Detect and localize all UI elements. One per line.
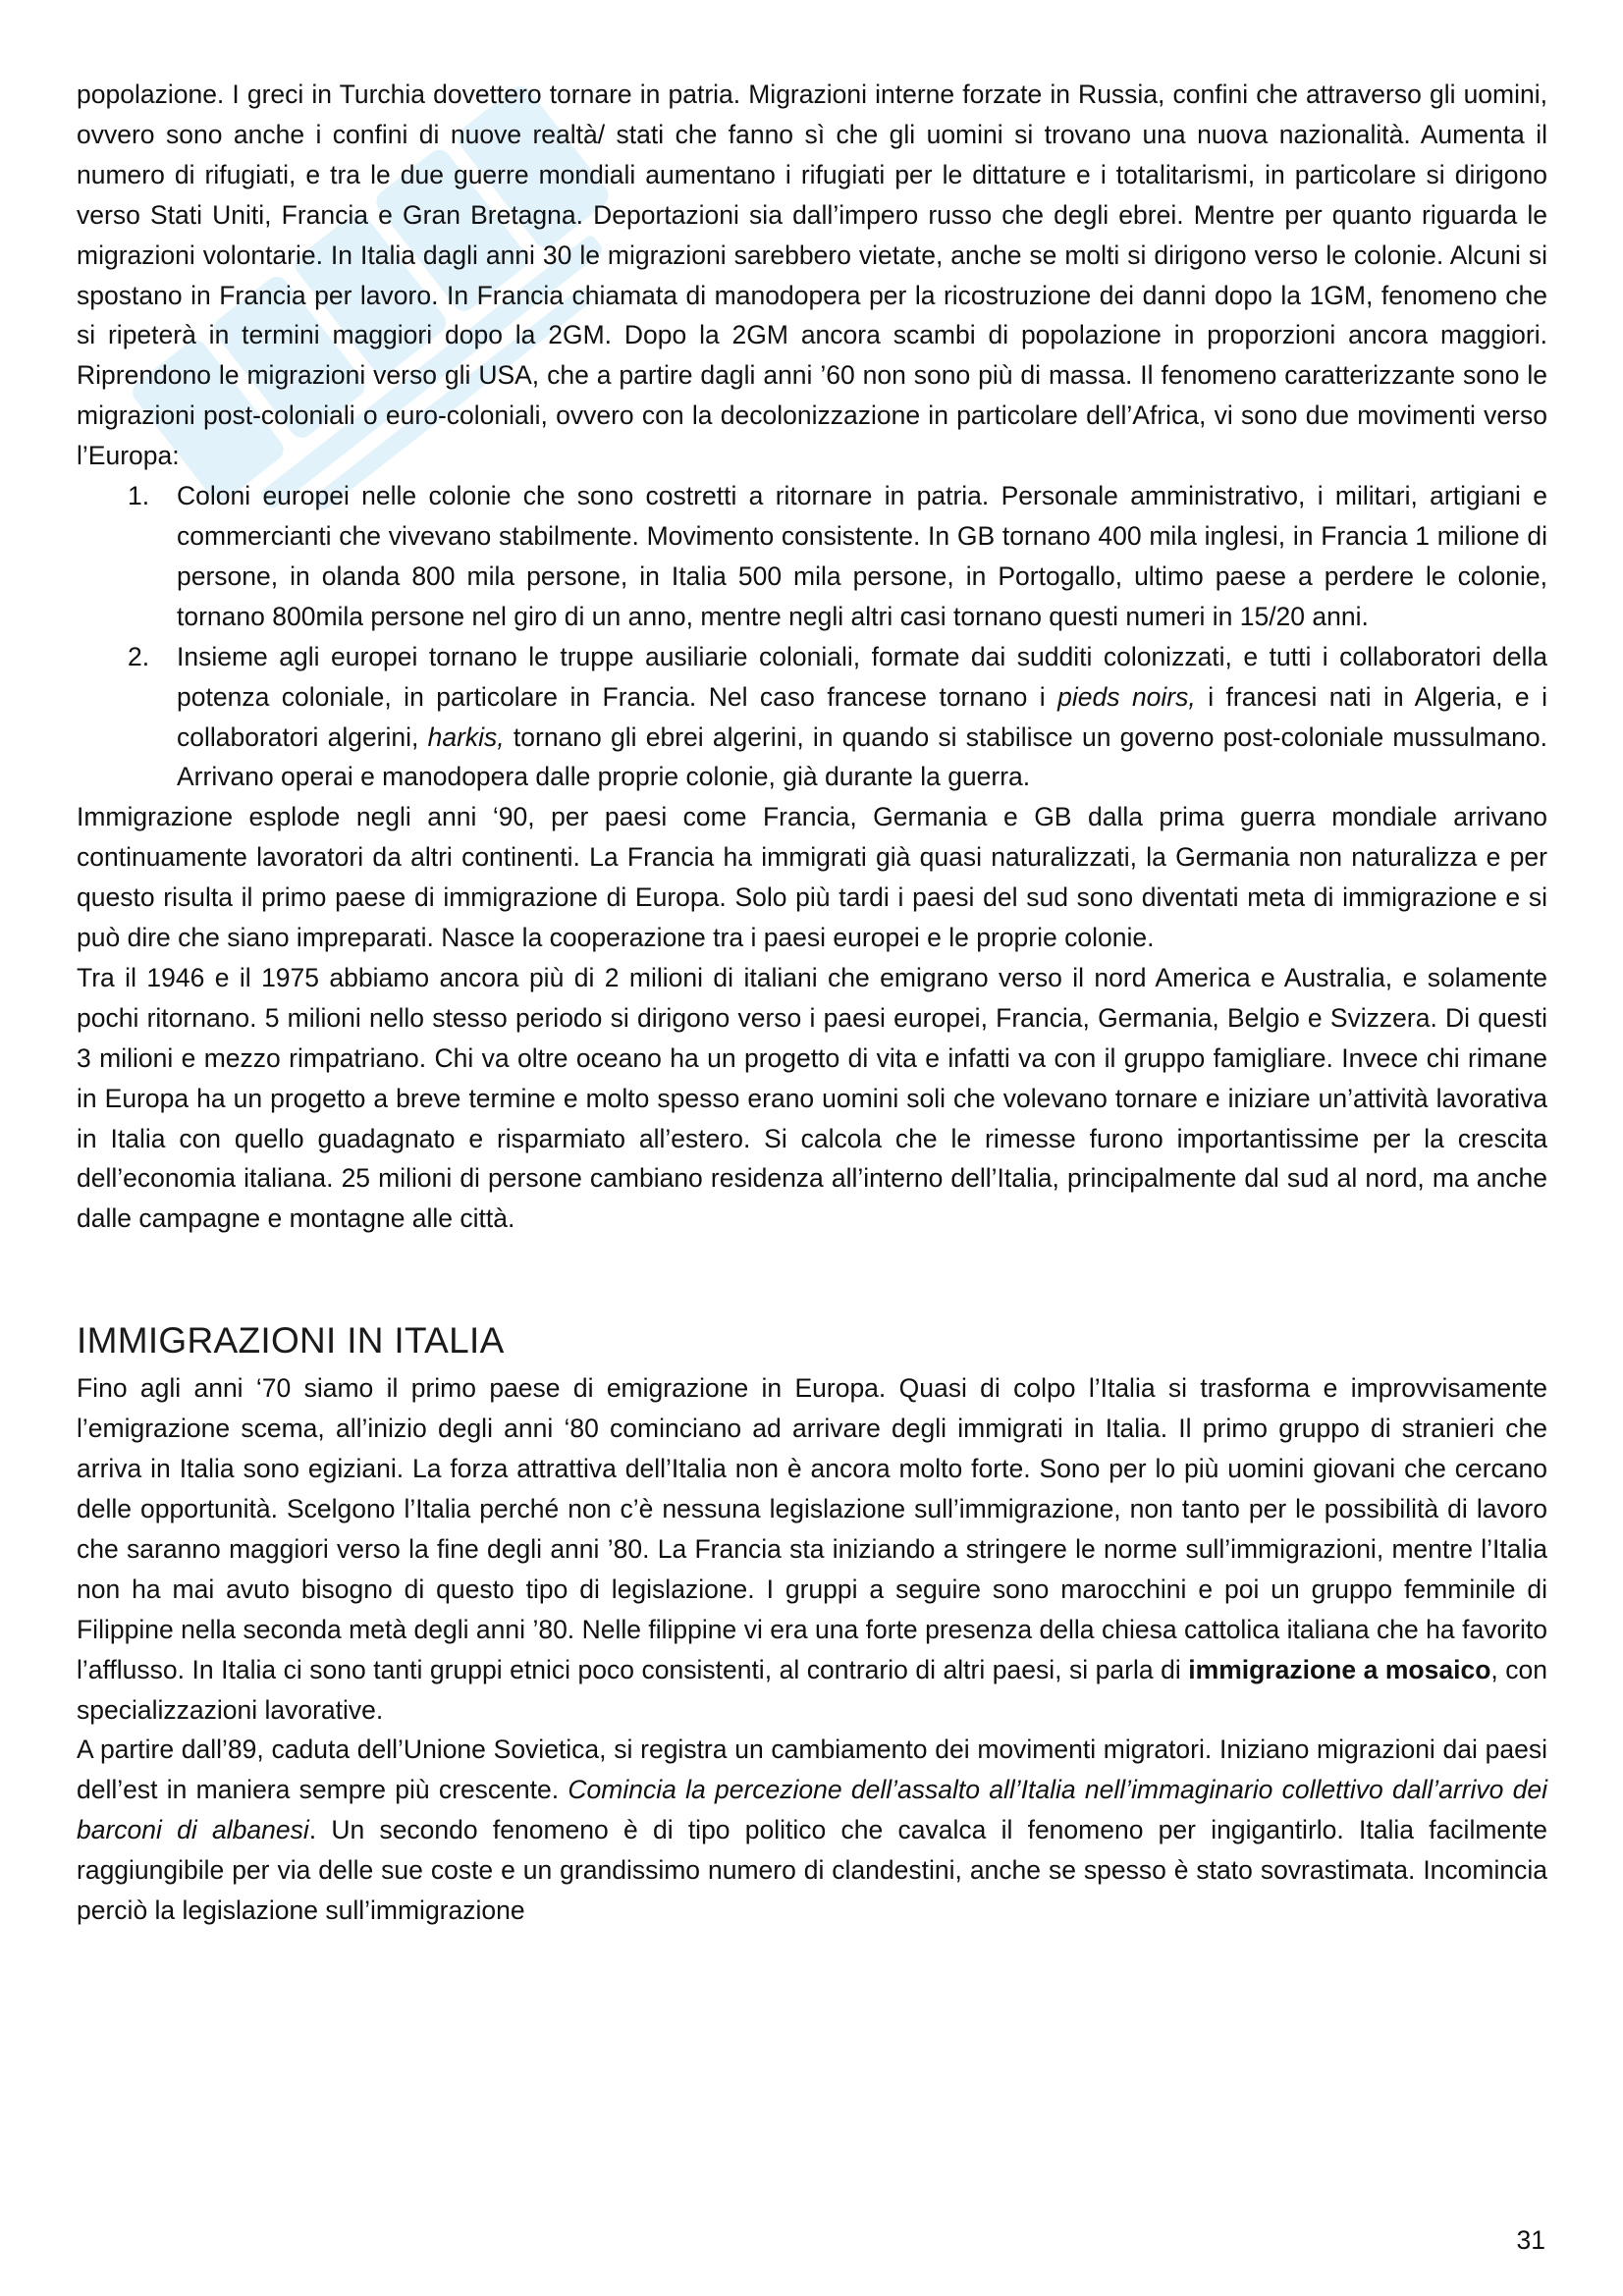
list-item-number: 1. (128, 481, 150, 511)
paragraph (77, 1368, 1547, 1730)
paragraph-segment: A partire dall’89, caduta dell’Unione Sovietica, si registra un cambiamento dei movimenti migratori. Iniziano migrazioni dai paesi dell’est in maniera sempre più crescente. (77, 1735, 1547, 1805)
paragraph-segment: Comincia la percezione dell’assalto all’Italia nell’immaginario collettivo dall’arrivo dei barconi di albanesi (77, 1775, 1547, 1845)
list-item (77, 637, 1547, 798)
paragraph-segment: immigrazione a mosaico (1188, 1654, 1491, 1684)
paragraph-segment: Tra il 1946 e il 1975 abbiamo ancora più di 2 milioni di italiani che emigrano verso il nord America e Australia, e solamente pochi ritornano. 5 milioni nello stesso periodo si dirigono verso i paesi europei, Francia, Germania, Belgio e Svizzera. Di questi 3 milioni e mezzo rimpatriano. Chi va oltre oceano ha un progetto di vita e infatti va con il gruppo famigliare. Invece chi rimane in Europa ha un progetto a breve termine e molto spesso erano uomini soli che volevano tornare e iniziare un’attività lavorativa in Italia con quello guadagnato e risparmiato all’estero. Si calcola che le rimesse furono importantissime per la crescita dell’economia italiana. 25 milioni di persone cambiano residenza all’interno dell’Italia, principalmente dal sud al nord, ma anche dalle campagne e montagne alle città. (77, 962, 1547, 1234)
section-heading: IMMIGRAZIONI IN ITALIA (77, 1320, 505, 1362)
numbered-list (77, 476, 1547, 797)
paragraph (77, 797, 1547, 958)
paragraph (77, 1730, 1547, 1931)
intro-paragraphs (77, 75, 1547, 476)
list-item-text-segment: Insieme agli europei tornano le truppe ausiliarie coloniali, formate dai sudditi colonizzati, e tutti i collaboratori della potenza coloniale, in particolare in Francia. Nel caso francese tornano i (177, 641, 1547, 712)
page-number: 31 (1516, 2225, 1545, 2255)
section-paragraphs (77, 1368, 1547, 1931)
list-item-number: 2. (128, 641, 150, 671)
paragraph (77, 958, 1547, 1239)
paragraph (77, 75, 1547, 476)
paragraph-segment: popolazione. I greci in Turchia dovettero tornare in patria. Migrazioni interne forzate in Russia, confini che attraverso gli uomini, ovvero sono anche i confini di nuove realtà/ stati che fanno sì che gli uomini si trovano una nuova nazionalità. Aumenta il numero di rifugiati, e tra le due guerre mondiali aumentano i rifugiati per le dittature e i totalitarismi, in particolare si dirigono verso Stati Uniti, Francia e Gran Bretagna. Deportazioni sia dall’impero russo che degli ebrei. Mentre per quanto riguarda le migrazioni volontarie. In Italia dagli anni 30 le migrazioni sarebbero vietate, anche se molti si dirigono verso le colonie. Alcuni si spostano in Francia per lavoro. In Francia chiamata di manodopera per la ricostruzione dei danni dopo la 1GM, fenomeno che si ripeterà in termini maggiori dopo la 2GM. Dopo la 2GM ancora scambi di popolazione in proporzioni ancora maggiori. Riprendono le migrazioni verso gli USA, che a partire dagli anni ’60 non sono più di massa. Il fenomeno caratterizzante sono le migrazioni post-coloniali o euro-coloniali, ovvero con la decolonizzazione in particolare dell’Africa, vi sono due movimenti verso l’Europa: (77, 80, 1547, 471)
paragraph-segment: . Un secondo fenomeno è di tipo politico che cavalca il fenomeno per ingigantirlo. Italia facilmente raggiungibile per via delle sue coste e un grandissimo numero di clandestini, anche se spesso è stato sovrastimata. Incomincia perciò la legislazione sull’immigrazione (77, 1815, 1547, 1926)
paragraph-segment: , con specializzazioni lavorative. (77, 1654, 1548, 1725)
paragraph-segment: Fino agli anni ‘70 siamo il primo paese di emigrazione in Europa. Quasi di colpo l’Italia si trasforma e improvvisamente l’emigrazione scema, all’inizio degli anni ‘80 cominciano ad arrivare degli immigrati in Italia. Il primo gruppo di stranieri che arriva in Italia sono egiziani. La forza attrattiva dell’Italia non è ancora molto forte. Sono per lo più uomini giovani che cercano delle opportunità. Scelgono l’Italia perché non c’è nessuna legislazione sull’immigrazione, non tanto per le possibilità di lavoro che saranno maggiori verso la fine degli anni ’80. La Francia sta iniziando a stringere le norme sull’immigrazioni, mentre l’Italia non ha mai avuto bisogno di questo tipo di legislazione. I gruppi a seguire sono marocchini e poi un gruppo femminile di Filippine nella seconda metà degli anni ’80. Nelle filippine vi era una forte presenza della chiesa cattolica italiana che ha favorito l’afflusso. In Italia ci sono tanti gruppi etnici poco consistenti, al contrario di altri paesi, si parla di (77, 1373, 1547, 1684)
list-item-text-segment: pieds noirs, (1057, 681, 1196, 712)
paragraph-segment: Immigrazione esplode negli anni ‘90, per paesi come Francia, Germania e GB dalla prima guerra mondiale arrivano continuamente lavoratori da altri continenti. La Francia ha immigrati già quasi naturalizzati, la Germania non naturalizza e per questo risulta il primo paese di immigrazione di Europa. Solo più tardi i paesi del sud sono diventati meta di immigrazione e si può dire che siano impreparati. Nasce la cooperazione tra i paesi europei e le proprie colonie. (77, 802, 1547, 953)
middle-paragraphs (77, 797, 1547, 1239)
list-item (77, 476, 1547, 637)
list-item-text-segment: i francesi nati in Algeria, e i collaboratori algerini, (177, 681, 1547, 752)
list-item-text-segment: harkis, (427, 721, 505, 752)
document-page (77, 75, 1547, 1931)
list-item-text-segment: tornano gli ebrei algerini, in quando si stabilisce un governo post-coloniale mussulmano. Arrivano operai e manodopera dalle proprie colonie, già durante la guerra. (177, 721, 1547, 792)
list-item-text-segment: Coloni europei nelle colonie che sono costretti a ritornare in patria. Personale amministrativo, i militari, artigiani e commercianti che vivevano stabilmente. Movimento consistente. In GB tornano 400 mila inglesi, in Francia 1 milione di persone, in olanda 800 mila persone, in Italia 500 mila persone, in Portogallo, ultimo paese a perdere le colonie, tornano 800mila persone nel giro di un anno, mentre negli altri casi tornano questi numeri in 15/20 anni. (177, 481, 1547, 631)
